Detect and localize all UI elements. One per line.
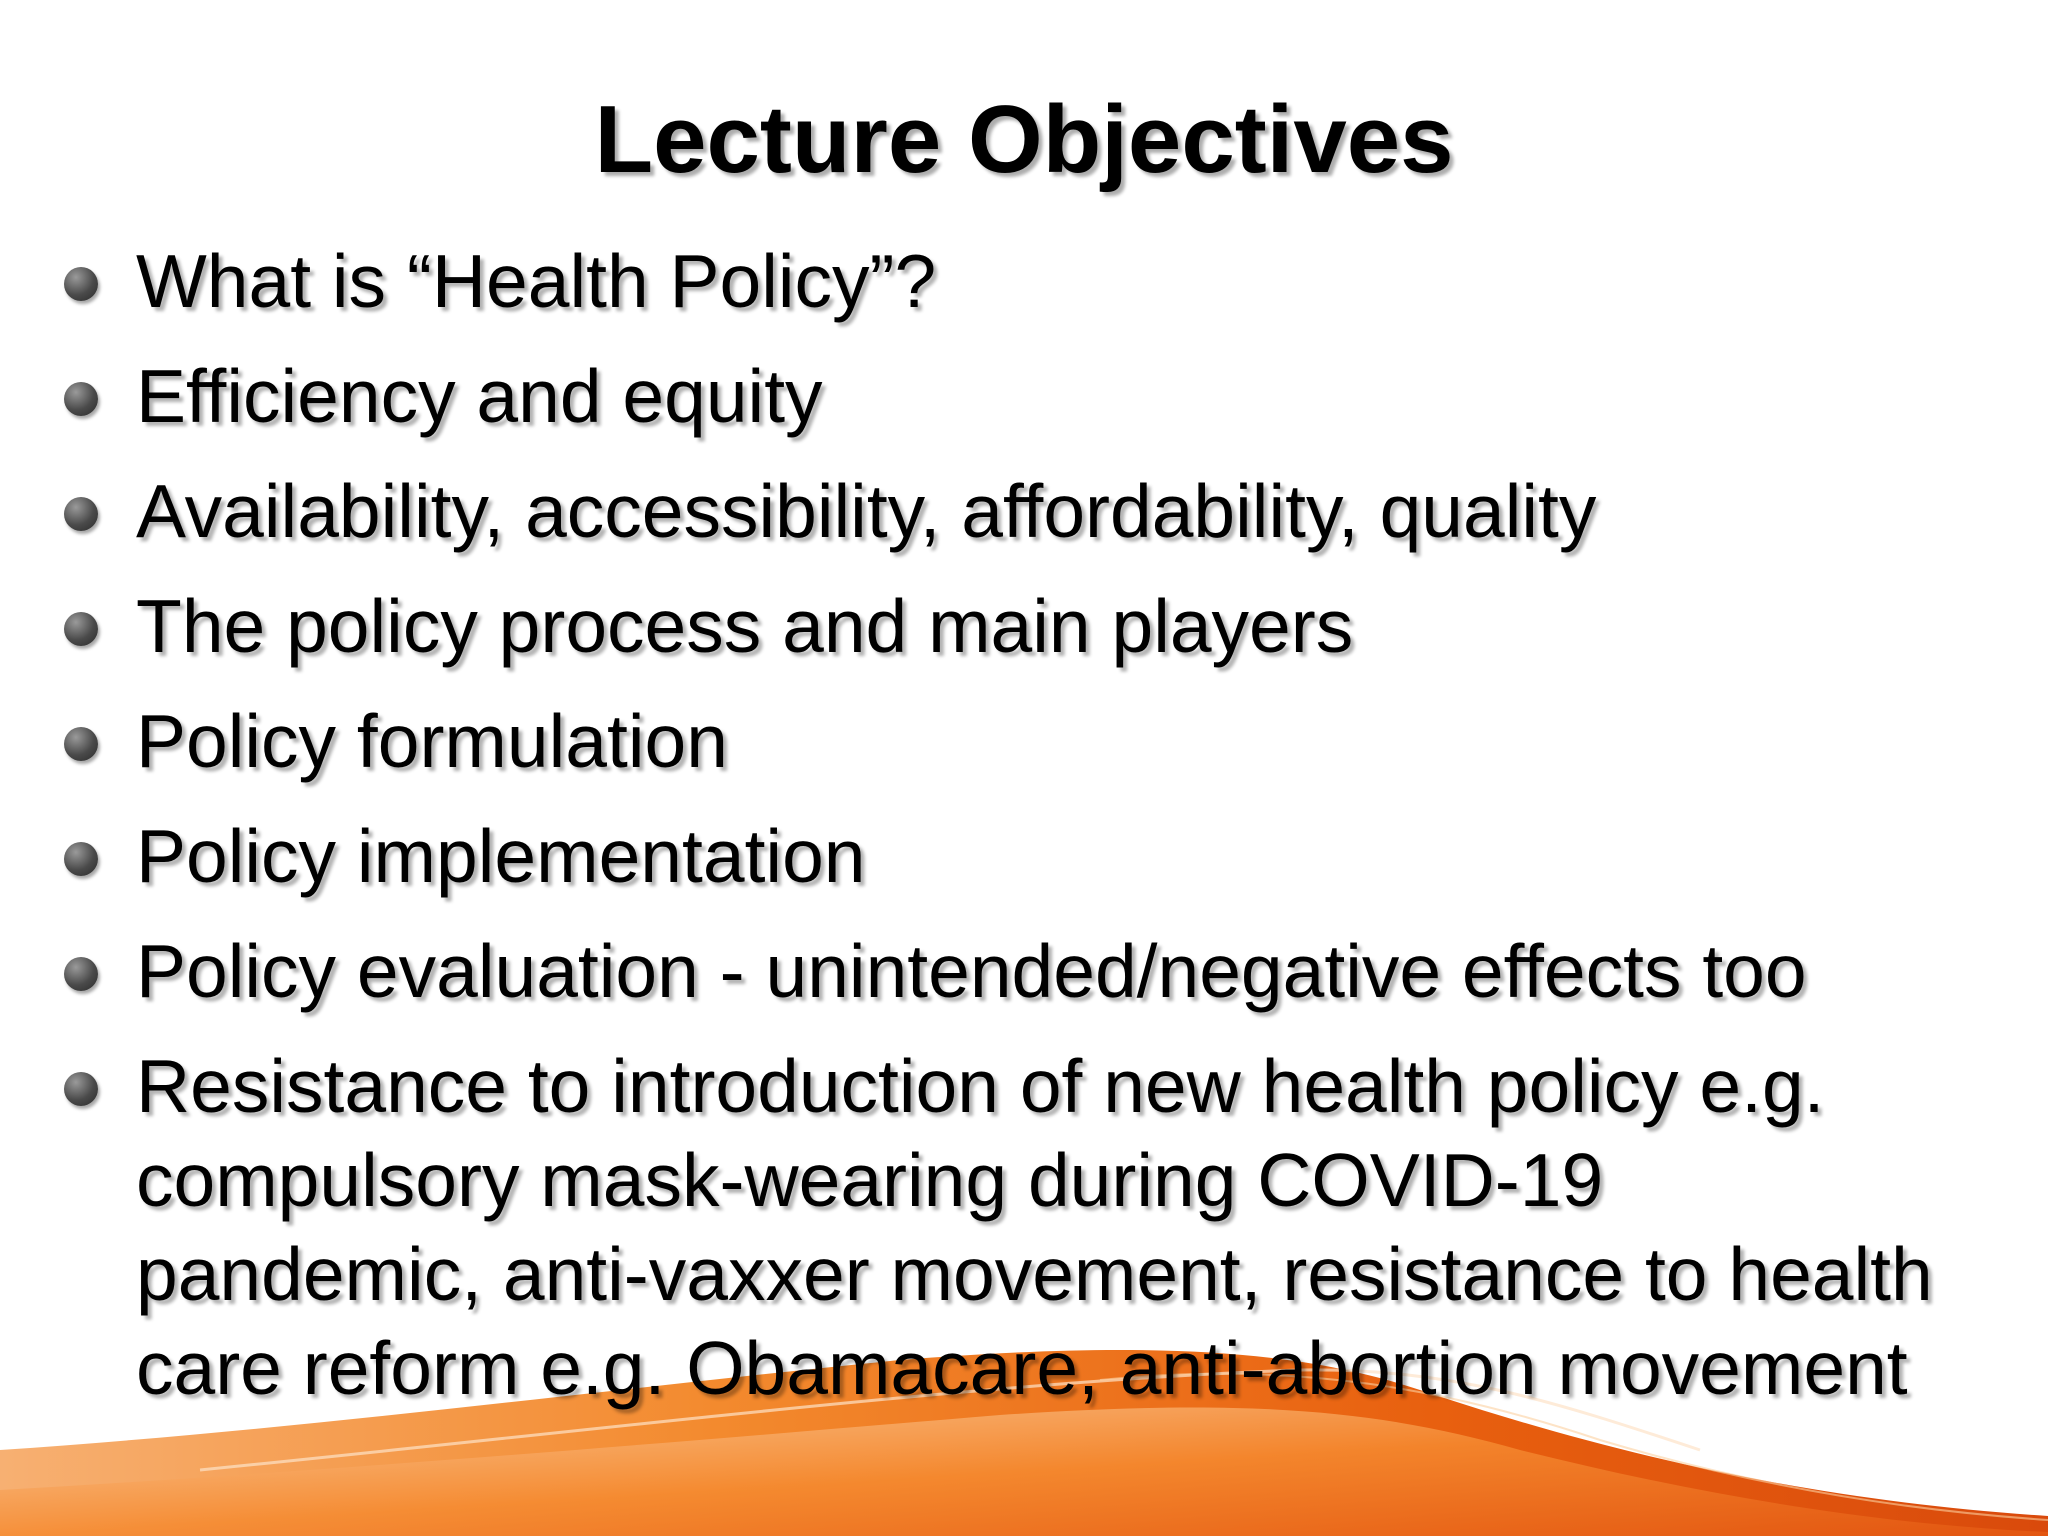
list-item [0, 694, 2048, 788]
list-item [0, 1039, 2048, 1415]
bullet-icon [64, 382, 98, 416]
bullet-icon [64, 267, 98, 301]
bullet-text-line-3: pandemic, anti-vaxxer movement, resistance to health [136, 1232, 1933, 1316]
list-item [0, 349, 2048, 443]
bullet-text-line-2: compulsory mask-wearing during COVID-19 [136, 1138, 1604, 1222]
slide-title: Lecture Objectives [594, 86, 1454, 193]
list-item [0, 809, 2048, 903]
list-item [0, 579, 2048, 673]
list-item [0, 464, 2048, 558]
list-item [0, 234, 2048, 328]
bullet-icon [64, 1072, 98, 1106]
bullet-icon [64, 497, 98, 531]
bullet-text: Policy implementation [136, 814, 866, 898]
bullet-icon [64, 612, 98, 646]
bullet-text: Efficiency and equity [136, 354, 823, 438]
bullet-text-line-1: Resistance to introduction of new health policy e.g. [136, 1044, 1825, 1128]
bullet-text: Availability, accessibility, affordability, quality [136, 469, 1597, 553]
bullet-text: What is “Health Policy”? [136, 239, 937, 323]
bullet-text: The policy process and main players [136, 584, 1354, 668]
list-item [0, 924, 2048, 1018]
bullet-text: Policy formulation [136, 699, 728, 783]
objectives-list [0, 234, 2048, 1436]
bullet-text: Policy evaluation - unintended/negative effects too [136, 929, 1807, 1013]
bullet-text-line-4: care reform e.g. Obamacare, anti-abortion movement [136, 1326, 1908, 1410]
bullet-icon [64, 842, 98, 876]
bullet-icon [64, 957, 98, 991]
bullet-icon [64, 727, 98, 761]
